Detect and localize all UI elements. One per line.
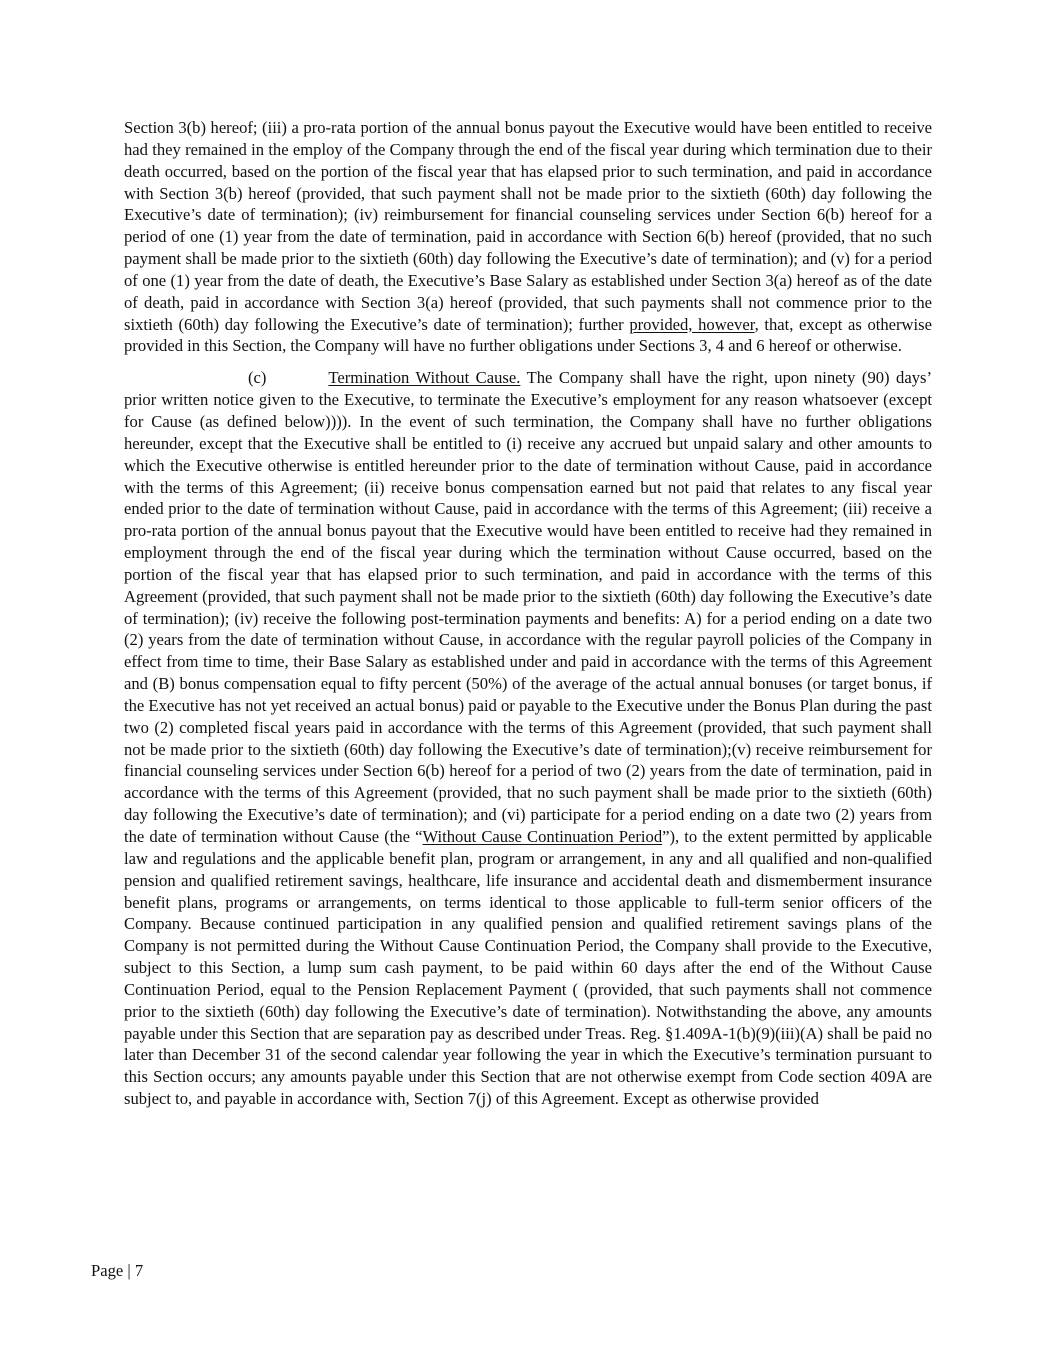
paragraph-c: [124, 367, 932, 1110]
paragraph-c-text-2: ”), to the extent permitted by applicable law and regulations and the applicable benefit plan, program or arrangement, in any and all qualified and non-qualified pension and qualified retirement savings, healthcare, life insurance and accidental death and dismemberment insurance benefit plans, programs or arrangements, on terms identical to those applicable to full-term senior officers of the Company. Because continued participation in any qualified pension and qualified retirement savings plans of the Company is not permitted during the Without Cause Continuation Period, the Company shall provide to the Executive, subject to this Section, a lump sum cash payment, to be paid within 60 days after the end of the Without Cause Continuation Period, equal to the Pension Replacement Payment ( (provided, that such payments shall not commence prior to the sixtieth (60th) day following the Executive’s date of termination). Notwithstanding the above, any amounts payable under this Section that are separation pay as described under Treas. Reg. §1.409A-1(b)(9)(iii)(A) shall be paid no later than December 31 of the second calendar year following the year in which the Executive’s termination pursuant to this Section occurs; any amounts payable under this Section that are not otherwise exempt from Code section 409A are subject to, and payable in accordance with, Section 7(j) of this Agreement. Except as otherwise provided: [124, 827, 932, 1109]
paragraph-b-text-2: , that, except as otherwise provided in this Section, the Company will have no further obligations under Sections 3, 4 and 6 hereof or otherwise.: [124, 314, 932, 356]
paragraph-c-heading: Termination Without Cause.: [328, 368, 521, 388]
paragraph-b-text-1: Section 3(b) hereof; (iii) a pro-rata portion of the annual bonus payout the Executive would have been entitled to receive had they remained in the employ of the Company through the end of the fiscal year during which termination due to their death occurred, based on the portion of the fiscal year that has elapsed prior to such termination, and paid in accordance with Section 3(b) hereof (provided, that such payment shall not be made prior to the sixtieth (60th) day following the Executive’s date of termination); (iv) reimbursement for financial counseling services under Section 6(b) hereof for a period of one (1) year from the date of termination, paid in accordance with Section 6(b) hereof (provided, that no such payment shall be made prior to the sixtieth (60th) day following the Executive’s date of termination); and (v) for a period of one (1) year from the date of death, the Executive’s Base Salary as established under Section 3(a) hereof as of the date of death, paid in accordance with Section 3(a) hereof (provided, that such payments shall not commence prior to the sixtieth (60th) day following the Executive’s date of termination); further: [124, 118, 932, 334]
provided-however-term: provided, however: [629, 314, 755, 334]
paragraph-c-marker: (c): [248, 368, 267, 388]
document-page: [124, 117, 932, 1110]
paragraph-c-text-1: The Company shall have the right, upon ninety (90) days’ prior written notice given to the Executive, to terminate the Executive’s employment for any reason whatsoever (except for Cause (as defined below)))). In the event of such termination, the Company shall have no further obligations hereunder, except that the Executive shall be entitled to (i) receive any accrued but unpaid salary and other amounts to which the Executive otherwise is entitled hereunder prior to the date of termination without Cause, paid in accordance with the terms of this Agreement; (ii) receive bonus compensation earned but not paid that relates to any fiscal year ended prior to the date of termination without Cause, paid in accordance with the terms of this Agreement; (iii) receive a pro-rata portion of the annual bonus payout that the Executive would have been entitled to receive had they remained in employment through the end of the fiscal year during which the termination without Cause occurred, based on the portion of the fiscal year that has elapsed prior to such termination, and paid in accordance with the terms of this Agreement (provided, that such payment shall not be made prior to the sixtieth (60th) day following the Executive’s date of termination); (iv) receive the following post-termination payments and benefits: A) for a period ending on a date two (2) years from the date of termination without Cause, in accordance with the regular payroll policies of the Company in effect from time to time, their Base Salary as established under and paid in accordance with the terms of this Agreement and (B) bonus compensation equal to fifty percent (50%) of the average of the actual annual bonuses (or target bonus, if the Executive has not yet received an actual bonus) paid or payable to the Executive under the Bonus Plan during the past two (2) completed fiscal years paid in accordance with the terms of this Agreement (provided, that such payment shall not be made prior to the sixtieth (60th) day following the Executive’s date of termination);(v) receive reimbursement for financial counseling services under Section 6(b) hereof for a period of two (2) years from the date of termination, paid in accordance with the terms of this Agreement (provided, that no such payment shall be made prior to the sixtieth (60th) day following the Executive’s date of termination); and (vi) participate for a period ending on a date two (2) years from the date of termination without Cause (the “: [124, 368, 933, 846]
page-number-footer: Page | 7: [91, 1261, 144, 1280]
paragraph-b-continuation: [124, 117, 932, 357]
without-cause-continuation-period-term: Without Cause Continuation Period: [422, 827, 663, 846]
